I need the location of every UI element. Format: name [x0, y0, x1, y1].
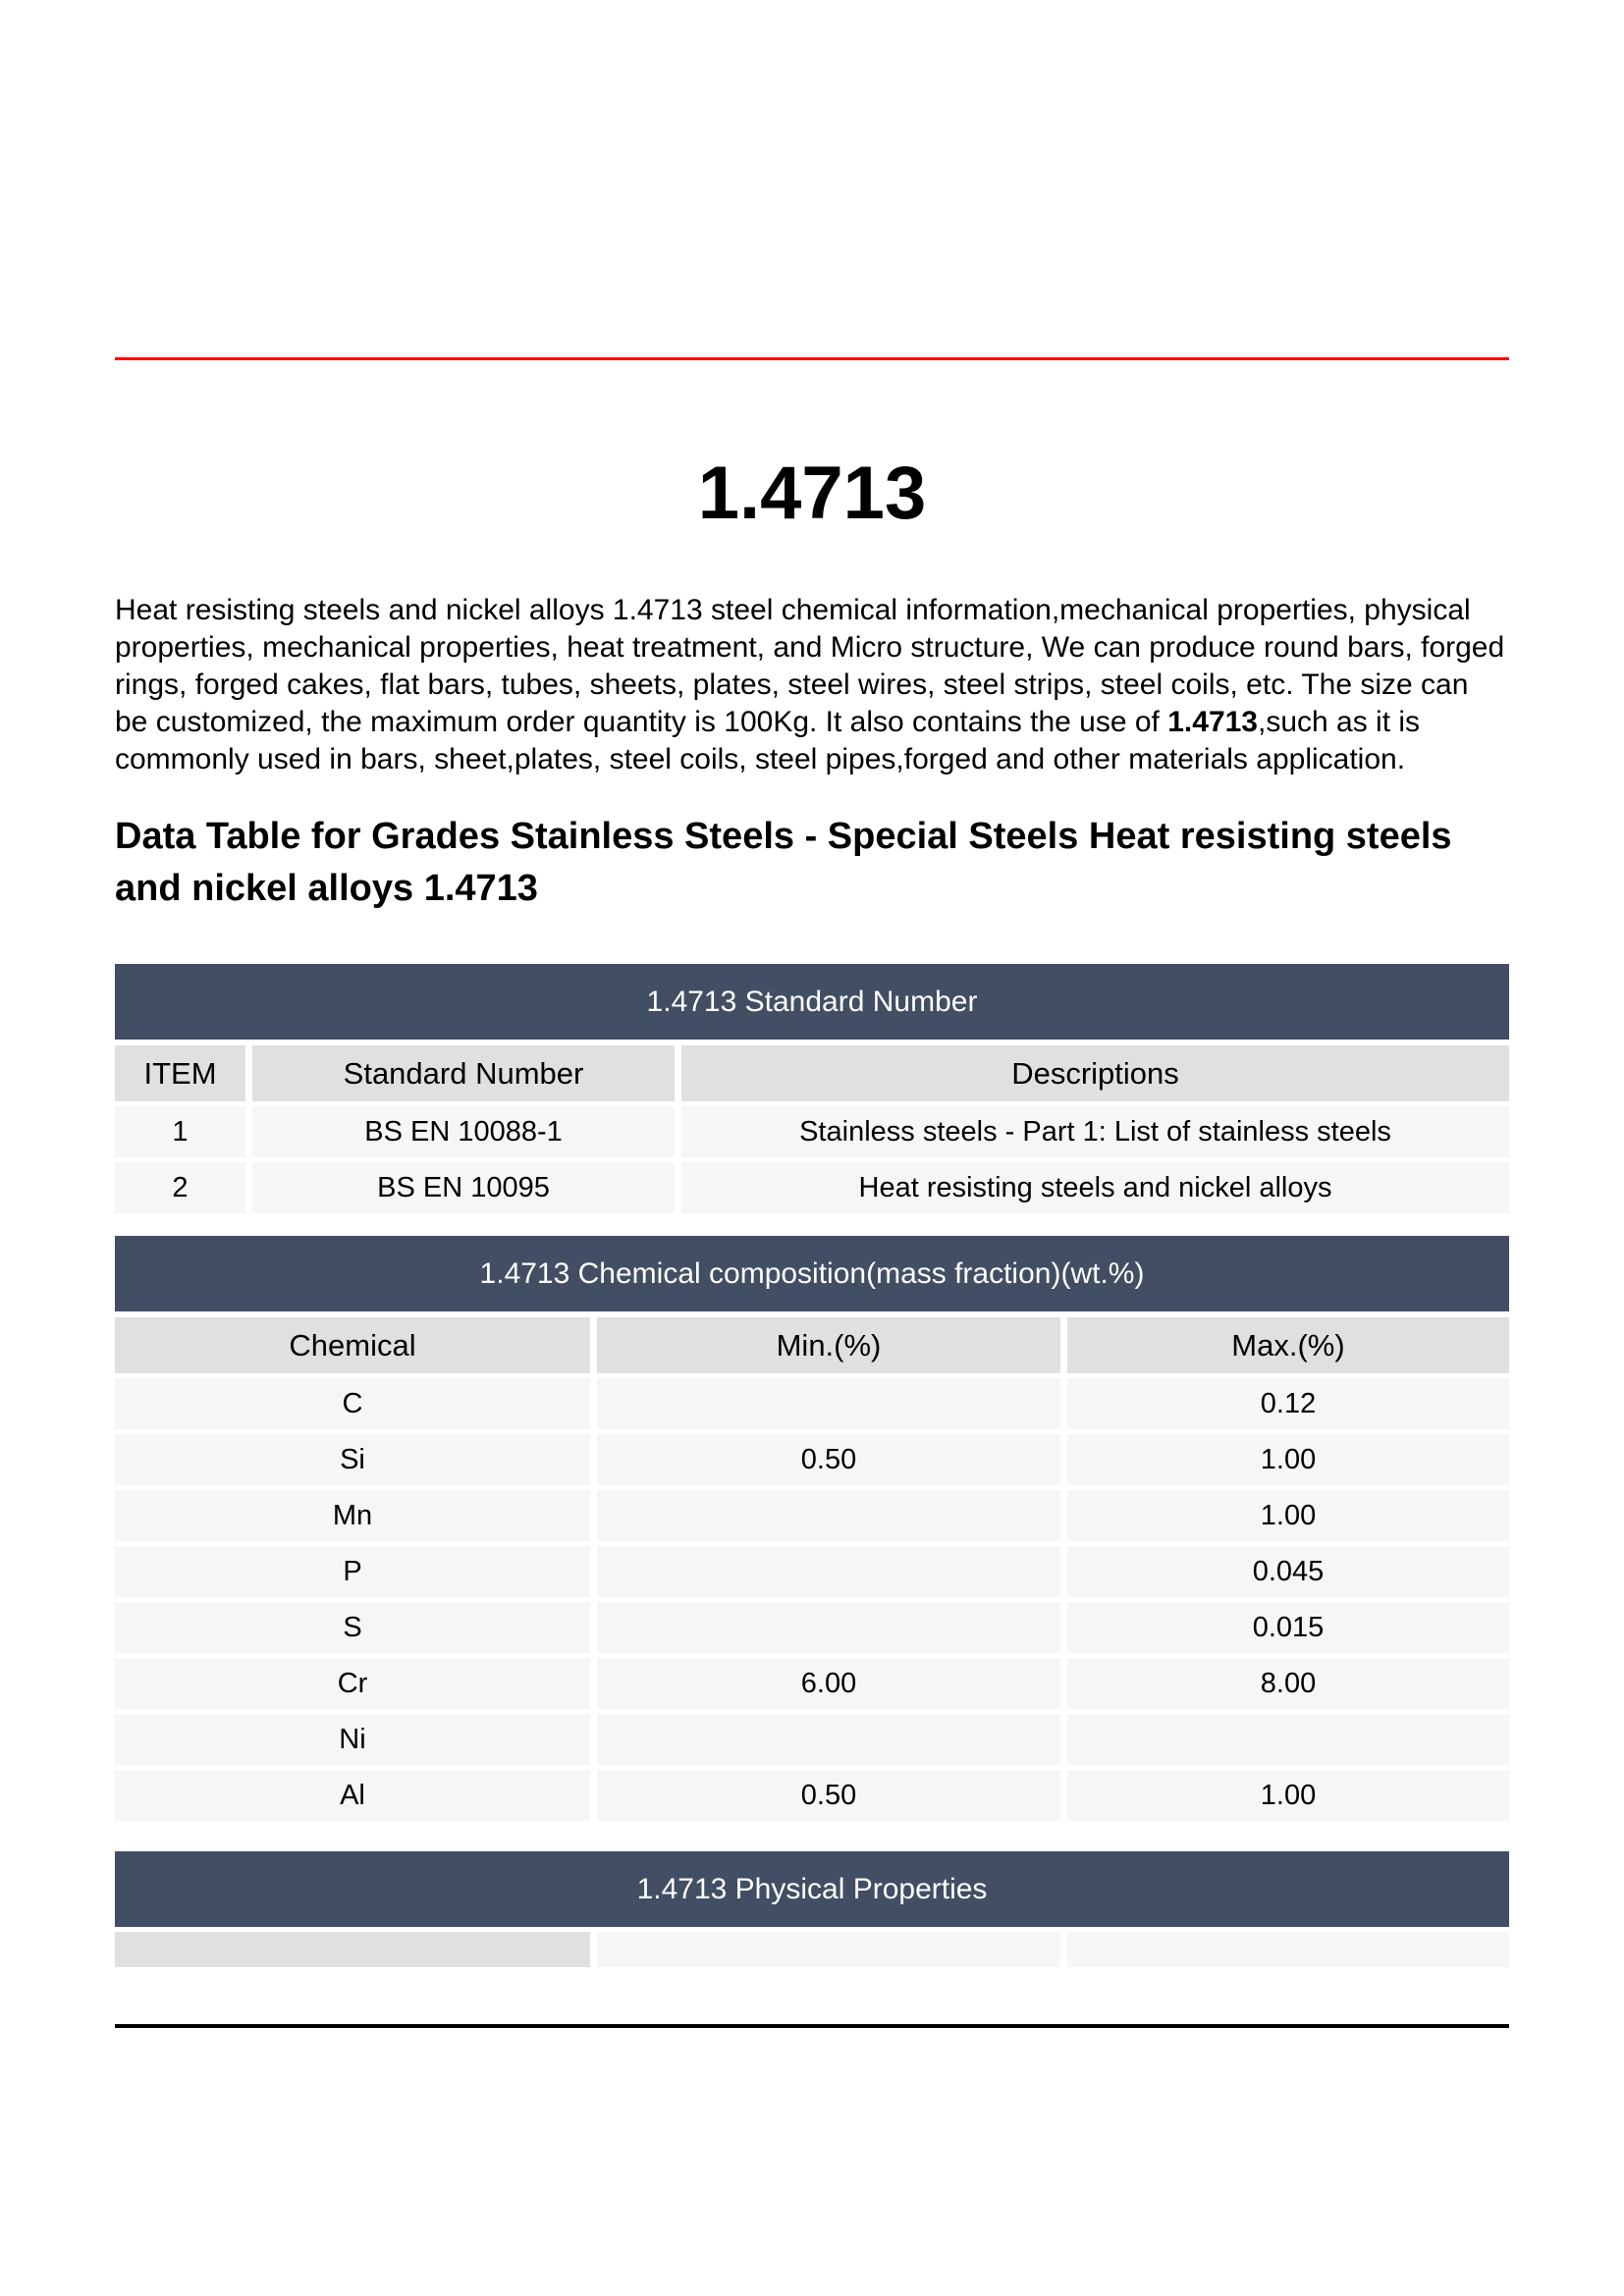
min-cell: 6.00 [597, 1658, 1060, 1709]
min-cell [597, 1490, 1060, 1541]
column-header-standard-number: Standard Number [252, 1045, 675, 1101]
section-heading: Data Table for Grades Stainless Steels - Special Steels Heat resisting steels and nickel alloys 1.4713 [115, 816, 1452, 909]
chemical-cell: Ni [115, 1714, 590, 1765]
standard-number-cell: BS EN 10095 [252, 1162, 675, 1213]
table-row [115, 1162, 1509, 1213]
table-title-bar: 1.4713 Physical Properties [115, 1851, 1509, 1927]
partial-cell [597, 1932, 1060, 1967]
intro-bold-grade: 1.4713 [1167, 706, 1258, 738]
column-header-chemical: Chemical [115, 1317, 590, 1373]
max-cell: 0.015 [1067, 1602, 1509, 1653]
max-cell [1067, 1714, 1509, 1765]
column-header-row [115, 1317, 1509, 1373]
max-cell: 1.00 [1067, 1434, 1509, 1485]
min-cell [597, 1602, 1060, 1653]
table-title-bar: 1.4713 Standard Number [115, 964, 1509, 1040]
table-title-bar: 1.4713 Chemical composition(mass fraction)(wt.%) [115, 1236, 1509, 1311]
min-cell [597, 1378, 1060, 1429]
table-row [115, 1770, 1509, 1821]
max-cell: 1.00 [1067, 1770, 1509, 1821]
physical-properties-table [115, 1851, 1509, 1967]
column-header-min: Min.(%) [597, 1317, 1060, 1373]
min-cell: 0.50 [597, 1770, 1060, 1821]
column-header-descriptions: Descriptions [681, 1045, 1509, 1101]
table-row [115, 1546, 1509, 1597]
chemical-cell: Al [115, 1770, 590, 1821]
header-red-rule [115, 357, 1509, 360]
page-content [0, 357, 1624, 2028]
chemical-cell: Mn [115, 1490, 590, 1541]
partial-table-row [115, 1932, 1509, 1967]
chemical-composition-table [115, 1236, 1509, 1821]
chemical-cell: Si [115, 1434, 590, 1485]
max-cell: 0.12 [1067, 1378, 1509, 1429]
chemical-cell: P [115, 1546, 590, 1597]
footer-rule [115, 2024, 1509, 2028]
table-row [115, 1714, 1509, 1765]
chemical-cell: S [115, 1602, 590, 1653]
max-cell: 1.00 [1067, 1490, 1509, 1541]
intro-text-part1: Heat resisting steels and nickel alloys 1.4713 steel chemical information,mechanical properties, physical properties, mechanical properties, heat treatment, and Micro structure, We can produce round bars, forged rings, forged cakes, flat bars, tubes, sheets, plates, steel wires, steel strips, steel coils, etc. The size can be customized, the maximum order quantity is 100Kg. It also contains the use of [115, 594, 1505, 738]
partial-cell [1067, 1932, 1509, 1967]
table-row [115, 1658, 1509, 1709]
max-cell: 0.045 [1067, 1546, 1509, 1597]
page-title: 1.4713 [697, 452, 927, 535]
table-row [115, 1378, 1509, 1429]
intro-text-part2: ,such as it is commonly used in bars, sheet,plates, steel coils, steel pipes,forged and other materials application. [115, 706, 1421, 775]
table-row [115, 1106, 1509, 1157]
standard-number-table [115, 964, 1509, 1213]
description-cell: Stainless steels - Part 1: List of stainless steels [681, 1106, 1509, 1157]
table-row [115, 1434, 1509, 1485]
standard-number-cell: BS EN 10088-1 [252, 1106, 675, 1157]
min-cell [597, 1714, 1060, 1765]
table-row [115, 1490, 1509, 1541]
item-cell: 2 [115, 1162, 245, 1213]
chemical-cell: C [115, 1378, 590, 1429]
item-cell: 1 [115, 1106, 245, 1157]
description-cell: Heat resisting steels and nickel alloys [681, 1162, 1509, 1213]
column-header-row [115, 1045, 1509, 1101]
column-header-max: Max.(%) [1067, 1317, 1509, 1373]
min-cell: 0.50 [597, 1434, 1060, 1485]
column-header-item: ITEM [115, 1045, 245, 1101]
partial-header-cell [115, 1932, 590, 1967]
intro-paragraph [115, 592, 1509, 778]
chemical-cell: Cr [115, 1658, 590, 1709]
min-cell [597, 1546, 1060, 1597]
max-cell: 8.00 [1067, 1658, 1509, 1709]
table-row [115, 1602, 1509, 1653]
